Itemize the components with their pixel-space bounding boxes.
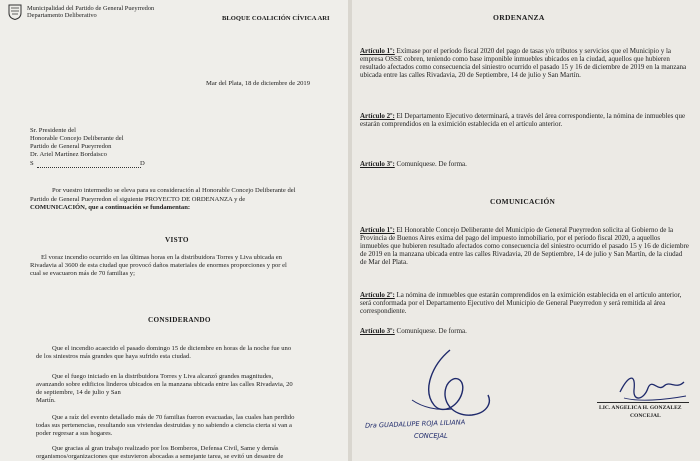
article-label: Artículo 2º:: [360, 112, 395, 120]
visto-line: cual se evacuaron más de 70 familias y;: [30, 270, 135, 277]
considerando-line: organismos/organizaciones que estuvieron abocadas a semejante tarea, se evitó un desastre de: [36, 453, 284, 460]
ordenanza-heading: ORDENANZA: [493, 13, 545, 22]
municipal-seal-icon: [8, 4, 22, 20]
considerando-line: Que el incendio acaecido el pasado domingo 15 de diciembre en horas de la noche fue uno: [52, 345, 292, 352]
considerando-line: de septiembre, 14 de julio y San: [36, 389, 121, 396]
signature-2-title: CONCEJAL: [630, 413, 661, 419]
article-label: Artículo 1º:: [360, 226, 395, 234]
addressee-line: Partido de General Pueyrredon: [30, 143, 112, 150]
signature-scribble-1: [392, 345, 512, 425]
intro-line: Partido de General Pueyrredon el siguiente PROYECTO DE ORDENANZA y de: [30, 196, 246, 203]
signature-2-name: LIC. ANGELICA H. GONZALEZ: [599, 405, 682, 411]
right-page: [352, 0, 700, 461]
visto-line: Rivadavia al 3600 de esta ciudad que provocó daños materiales de enormes proporciones y por el: [30, 262, 287, 269]
signature-1-handwritten-name: Dra GUADALUPE ROJA LILIANA: [364, 418, 466, 430]
addressee-dotted-line: [37, 167, 141, 168]
comunicacion-heading: COMUNICACIÓN: [490, 197, 556, 206]
article-label: Artículo 1º:: [360, 47, 395, 55]
considerando-line: Que gracias al gran trabajo realizado por los Bomberos, Defensa Civil, Same y demás: [52, 445, 279, 452]
signature-2-line: [597, 402, 689, 403]
addressee-line: Dr. Ariel Martínez Bordaisco: [30, 151, 107, 158]
article-label: Artículo 3º:: [360, 160, 395, 168]
article-text: El Honorable Concejo Deliberante del Municipio de General Pueyrredon solicita al Gobierno de la Provincia de Buenos Aires exima del pago del impuesto inmobiliario, por el período fiscal 2020, a aquellos inmuebles que hubieren resultado afectados como consecuencia del siniestro ocurrido el pasado 15 y 16 de diciembre de 2019 en la manzana ubicada entre las calles Rivadavia, 20 de Septiembre, 14 de julio y San Martín, de la ciudad de Mar del Plata.: [360, 226, 689, 266]
article-label: Artículo 2º:: [360, 291, 395, 299]
visto-line: El voraz incendio ocurrido en las últimas horas en la distribuidora Torres y Liva ubicada en: [41, 254, 282, 261]
left-page: [0, 0, 348, 461]
ordenanza-article-3: [360, 160, 688, 168]
intro-line: Por vuestro intermedio se eleva para su consideración al Honorable Concejo Deliberante del: [52, 187, 296, 194]
addressee-line: Honorable Concejo Deliberante del: [30, 135, 124, 142]
intro-line: COMUNICACIÓN, que a continuación se fundamentan:: [30, 204, 191, 211]
institution-department: Departamento Deliberativo: [27, 12, 97, 19]
article-label: Artículo 3º:: [360, 327, 395, 335]
bloque-name: BLOQUE COALICIÓN CÍVICA ARI: [222, 15, 330, 22]
article-text: Comuníquese. De forma.: [396, 327, 467, 335]
ordenanza-article-2: [360, 112, 688, 128]
comunicacion-article-1: [360, 226, 690, 266]
considerando-line: avanzando sobre edificios linderos ubicados en la manzana ubicada entre las calles Rivadavia, 20: [36, 381, 293, 388]
comunicacion-article-3: [360, 327, 688, 335]
article-text: La nómina de inmuebles que estarán comprendidos en la eximición establecida en el artículo anterior, será conformada por el Departamento Ejecutivo del Municipio de General Pueyrredon y será remitida al área correspondiente.: [360, 291, 682, 315]
addressee-line: D: [140, 160, 145, 167]
letter-date: Mar del Plata, 18 de diciembre de 2019: [206, 80, 311, 87]
considerando-line: poder regresar a sus hogares.: [36, 430, 113, 437]
considerando-heading: CONSIDERANDO: [148, 316, 211, 324]
article-text: Exímase por el período fiscal 2020 del pago de tasas y/o tributos y servicios que el Municipio y la empresa OSSE cobren, teniendo como base imponible inmuebles ubicados en la ciudad, aquellos que hubieren resultado afectados como consecuencia del siniestro ocurrido el pasado 15 y 16 de diciembre de 2019 en la manzana ubicada entre las calles Rivadavia, 20 de Septiembre, 14 de julio y San Martín.: [360, 47, 687, 79]
considerando-line: de los siniestros más grandes que haya sufrido esta ciudad.: [36, 353, 191, 360]
considerando-line: todas sus pertenencias, resultando sus viviendas destruidas y no sabiendo a ciencia cierta si van a: [36, 422, 292, 429]
addressee-line: S: [30, 160, 34, 167]
considerando-line: Que el fuego iniciado en la distribuidora Torres y Liva alcanzó grandes magnitudes,: [52, 373, 274, 380]
institution-name: Municipalidad del Partido de General Pueyrredon: [27, 5, 155, 12]
visto-heading: VISTO: [165, 236, 189, 244]
ordenanza-article-1: [360, 47, 688, 79]
comunicacion-article-2: [360, 291, 690, 315]
considerando-line: Martín.: [36, 397, 56, 404]
article-text: Comuníquese. De forma.: [396, 160, 467, 168]
considerando-line: Que a raíz del evento detallado más de 70 familias fueron evacuadas, las cuales han perdido: [52, 414, 295, 421]
article-text: El Departamento Ejecutivo determinará, a través del área correspondiente, la nómina de inmuebles que estarán comprendidos en la eximición establecida en el artículo anterior.: [360, 112, 686, 128]
addressee-line: Sr. Presidente del: [30, 127, 76, 134]
signature-1-title: CONCEJAL: [414, 432, 448, 440]
